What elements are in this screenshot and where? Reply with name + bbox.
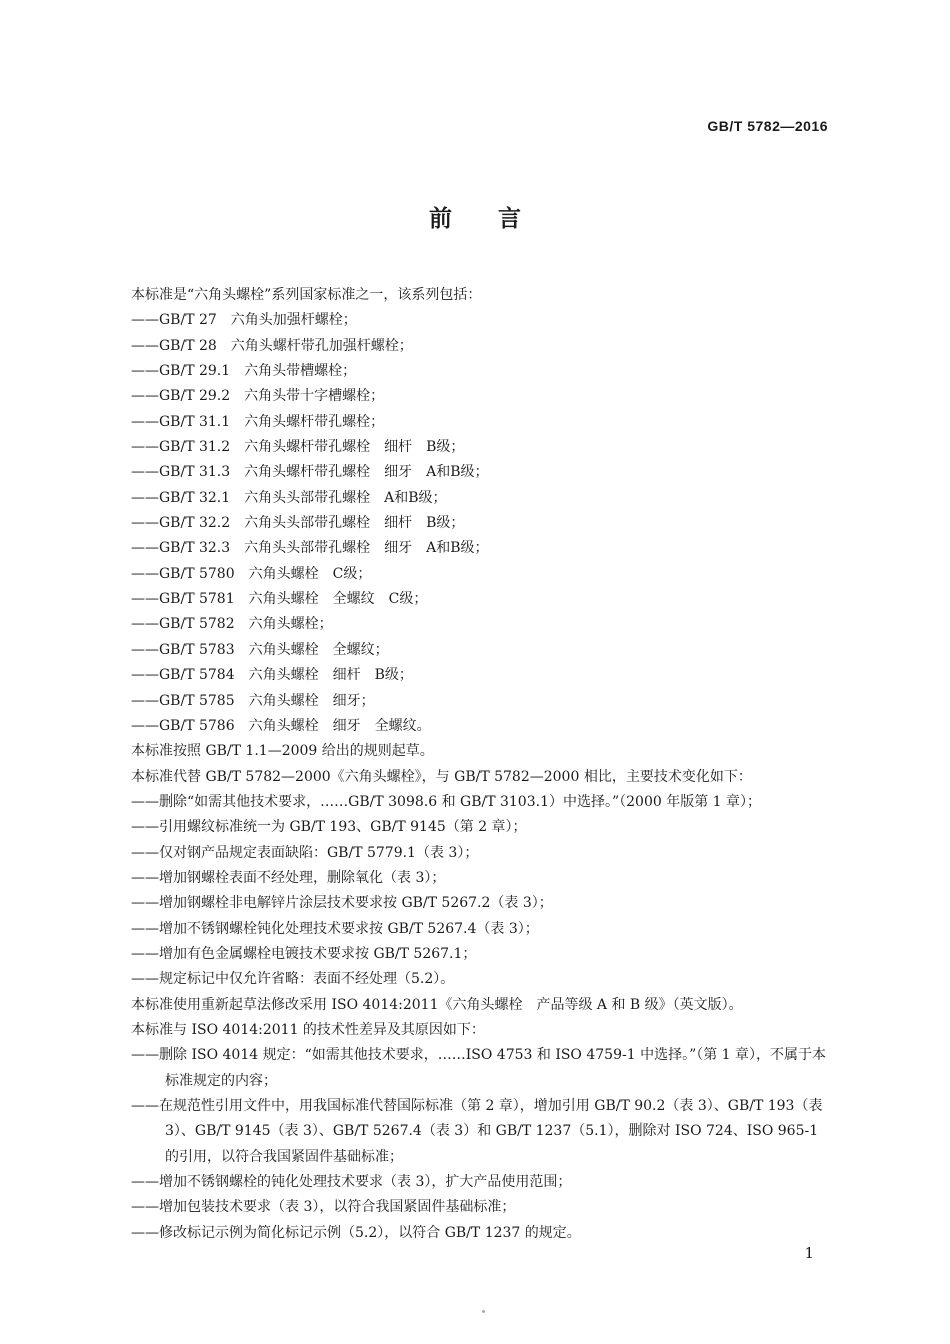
list-item: ——增加钢螺栓表面不经处理，删除氧化（表 3）； xyxy=(131,869,446,886)
list-item-first-line: ——修改标记示例为简化标记示例（5.2），以符合 GB/T 1237 的规定。 xyxy=(131,1224,581,1241)
list-item: ——GB/T 32.2 六角头头部带孔螺栓 细杆 B级； xyxy=(131,515,465,532)
list-item: ——GB/T 5786 六角头螺栓 细牙 全螺纹。 xyxy=(131,717,431,734)
list-item: ——增加有色金属螺栓电镀技术要求按 GB/T 5267.1； xyxy=(131,945,477,962)
list-item-first-line: ——在规范性引用文件中，用我国标准代替国际标准（第 2 章），增加引用 GB/T 90.2（表 3）、GB/T 193 xyxy=(131,1098,795,1114)
iso-adoption-paragraph: 本标准使用重新起草法修改采用 ISO 4014:2011《六角头螺栓 产品等级 A 和 B 级》（英文版）。 xyxy=(131,996,743,1013)
intro-paragraph: 本标准是“六角头螺栓”系列国家标准之一，该系列包括： xyxy=(131,287,482,303)
list-item-first-line: ——增加不锈钢螺栓的钝化处理技术要求（表 3），扩大产品使用范围； xyxy=(131,1174,572,1191)
list-item: ——GB/T 5783 六角头螺栓 全螺纹； xyxy=(131,641,389,658)
list-item xyxy=(131,1195,834,1220)
list-item: ——仅对钢产品规定表面缺陷：GB/T 5779.1（表 3）； xyxy=(131,844,479,861)
list-item-first-line: ——增加包装技术要求（表 3），以符合我国紧固件基础标准； xyxy=(131,1199,516,1216)
list-item: ——GB/T 31.3 六角头螺杆带孔螺栓 细牙 A和B级； xyxy=(131,464,489,481)
page-title: 前言 xyxy=(429,205,567,232)
list-item: ——增加不锈钢螺栓钝化处理技术要求按 GB/T 5267.4（表 3）； xyxy=(131,920,539,937)
list-item: ——删除“如需其他技术要求，……GB/T 3098.6 和 GB/T 3103.1）中选择。”（2000 年版第 1 章）； xyxy=(131,793,762,810)
list-item: ——GB/T 29.1 六角头带槽螺栓； xyxy=(131,363,357,380)
list-item: ——规定标记中仅允许省略：表面不经处理（5.2）。 xyxy=(131,971,455,988)
list-item xyxy=(131,1170,834,1195)
document-code: GB/T 5782—2016 xyxy=(707,118,828,134)
list-item: ——增加钢螺栓非电解锌片涂层技术要求按 GB/T 5267.2（表 3）； xyxy=(131,895,553,912)
list-item-continuation: （表 3）、GB/T 9145（表 3）、GB/T 5267.4（表 3）和 GB/T 1237（5.1），删除对 ISO 724、ISO 965-1 的引用，以符合我国紧固件基础标准； xyxy=(165,1098,827,1165)
drafting-rule-paragraph: 本标准按照 GB/T 1.1—2009 给出的规则起草。 xyxy=(131,743,434,760)
list-item-continuation: 属于本标准规定的内容； xyxy=(165,1047,827,1089)
list-item xyxy=(131,1094,834,1170)
list-item: ——引用螺纹标准统一为 GB/T 193、GB/T 9145（第 2 章）； xyxy=(131,819,527,836)
list-item: ——GB/T 27 六角头加强杆螺栓； xyxy=(131,312,357,329)
list-item-first-line: ——删除 ISO 4014 规定：“如需其他技术要求，……ISO 4753 和 ISO 4759-1 中选择。”（第 1 章），不 xyxy=(131,1047,785,1064)
list-item: ——GB/T 5781 六角头螺栓 全螺纹 C级； xyxy=(131,591,428,608)
list-item: ——GB/T 28 六角头螺杆带孔加强杆螺栓； xyxy=(131,337,413,354)
iso-diff-intro-paragraph: 本标准与 ISO 4014:2011 的技术性差异及其原因如下： xyxy=(131,1021,485,1038)
list-item: ——GB/T 32.1 六角头头部带孔螺栓 A和B级； xyxy=(131,489,447,506)
foreword-body xyxy=(131,283,834,1246)
iso-diffs-list xyxy=(131,1043,834,1246)
list-item: ——GB/T 32.3 六角头头部带孔螺栓 细牙 A和B级； xyxy=(131,540,489,557)
list-item: ——GB/T 5780 六角头螺栓 C级； xyxy=(131,565,372,582)
list-item: ——GB/T 5782 六角头螺栓； xyxy=(131,616,333,633)
series-list xyxy=(131,308,834,739)
list-item: ——GB/T 5785 六角头螺栓 细牙； xyxy=(131,692,375,709)
replaces-paragraph: 本标准代替 GB/T 5782—2000《六角头螺栓》，与 GB/T 5782—2000 相比，主要技术变化如下： xyxy=(131,768,752,785)
list-item xyxy=(131,1043,834,1094)
page-number: 1 xyxy=(804,1244,814,1262)
list-item: ——GB/T 31.2 六角头螺杆带孔螺栓 细杆 B级； xyxy=(131,439,465,456)
list-item: ——GB/T 5784 六角头螺栓 细杆 B级； xyxy=(131,667,413,684)
scan-artifact xyxy=(482,1310,485,1313)
list-item xyxy=(131,1221,834,1246)
changes-list xyxy=(131,790,834,993)
list-item: ——GB/T 29.2 六角头带十字槽螺栓； xyxy=(131,388,385,405)
list-item: ——GB/T 31.1 六角头螺杆带孔螺栓； xyxy=(131,413,385,430)
